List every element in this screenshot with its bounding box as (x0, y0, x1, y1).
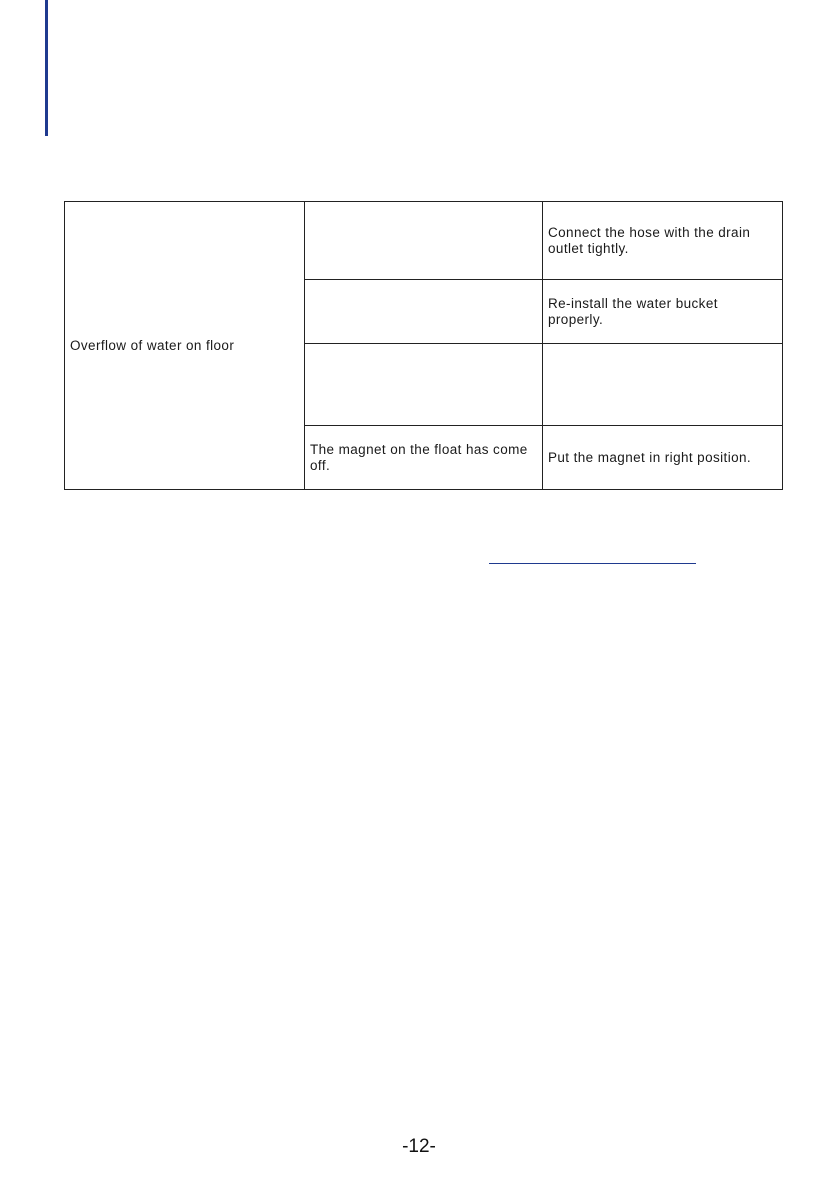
cause-cell (305, 344, 543, 426)
solution-cell: Put the magnet in right position. (543, 426, 783, 490)
troubleshooting-table (64, 201, 783, 490)
solution-cell (543, 344, 783, 426)
solution-cell: Connect the hose with the drain outlet tightly. (543, 202, 783, 280)
cause-cell (305, 280, 543, 344)
cause-cell (305, 202, 543, 280)
page-number: -12- (402, 1136, 436, 1157)
header-accent-bar (45, 0, 48, 136)
solution-cell: Re-install the water bucket properly. (543, 280, 783, 344)
cause-cell: The magnet on the float has come off. (305, 426, 543, 490)
problem-cell: Overflow of water on floor (65, 202, 305, 490)
table-row (65, 202, 783, 280)
link-underline[interactable] (489, 563, 696, 564)
